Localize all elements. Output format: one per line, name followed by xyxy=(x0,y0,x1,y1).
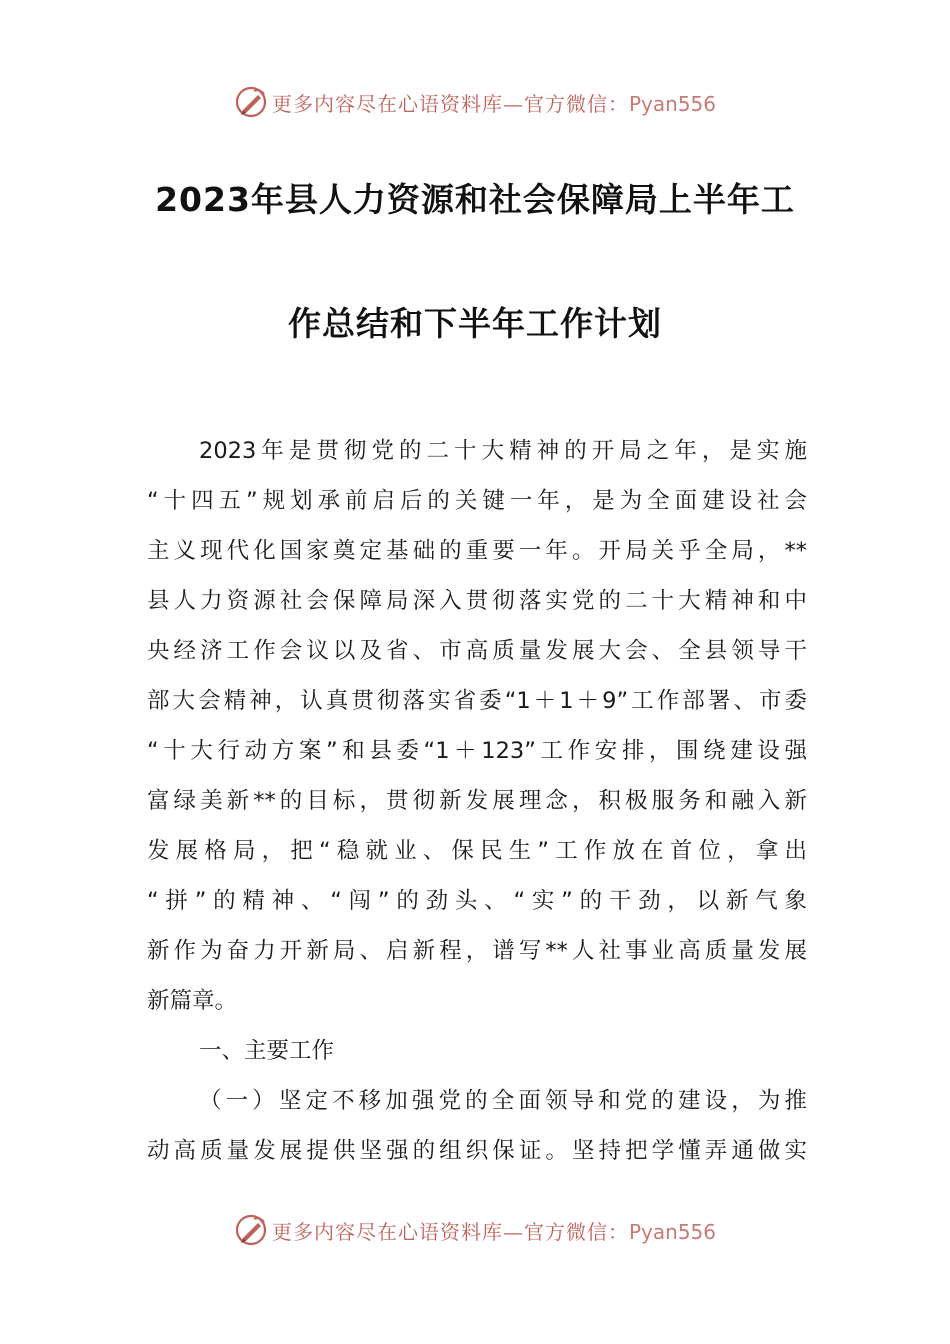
watermark-id: Pyan556 xyxy=(628,1219,716,1244)
footer-watermark xyxy=(0,1210,950,1250)
body-line: 央经济工作会议以及省、市高质量发展大会、全县领导干 xyxy=(147,638,807,664)
pen-logo-icon xyxy=(234,85,268,119)
watermark-official: 官方微信： xyxy=(523,91,629,116)
body-line: 发展格局，把“稳就业、保民生”工作放在首位，拿出 xyxy=(147,838,807,864)
document-title-line-1: 2023年县人力资源和社会保障局上半年工 xyxy=(155,180,795,219)
body-line: 主义现代化国家奠定基础的重要一年。开局关乎全局，** xyxy=(147,538,807,564)
body-line: 动高质量发展提供坚强的组织保证。坚持把学懂弄通做实 xyxy=(147,1138,807,1164)
watermark-dash: — xyxy=(502,91,524,116)
body-line: “十大行动方案”和县委“1＋123”工作安排，围绕建设强 xyxy=(147,738,807,764)
watermark-main: 更多内容尽在心语资料库 xyxy=(271,1219,503,1244)
body-line: 部大会精神，认真贯彻落实省委“1＋1＋9”工作部署、市委 xyxy=(147,688,807,714)
document-body xyxy=(147,426,807,1176)
watermark-text xyxy=(272,88,716,117)
pen-logo-icon xyxy=(234,1213,268,1247)
header-watermark xyxy=(0,82,950,122)
watermark-official: 官方微信： xyxy=(523,1219,629,1244)
body-line: 富绿美新**的目标，贯彻新发展理念，积极服务和融入新 xyxy=(147,788,807,814)
watermark-id: Pyan556 xyxy=(628,91,716,116)
body-line: 县人力资源社会保障局深入贯彻落实党的二十大精神和中 xyxy=(147,588,807,614)
watermark-dash: — xyxy=(502,1219,524,1244)
watermark-main: 更多内容尽在心语资料库 xyxy=(271,91,503,116)
body-line: 新作为奋力开新局、启新程，谱写**人社事业高质量发展 xyxy=(147,938,807,964)
section-heading: 一、主要工作 xyxy=(199,1038,335,1064)
body-line: “十四五”规划承前启后的关键一年，是为全面建设社会 xyxy=(147,488,807,514)
subsection-heading: （一）坚定不移加强党的全面领导和党的建设，为推 xyxy=(199,1088,807,1114)
document-title-line-2: 作总结和下半年工作计划 xyxy=(288,304,662,343)
watermark-text xyxy=(272,1216,716,1245)
body-line: 2023年是贯彻党的二十大精神的开局之年，是实施 xyxy=(199,438,807,464)
body-line: “拼”的精神、“闯”的劲头、“实”的干劲，以新气象 xyxy=(147,888,807,914)
body-line: 新篇章。 xyxy=(147,988,238,1014)
